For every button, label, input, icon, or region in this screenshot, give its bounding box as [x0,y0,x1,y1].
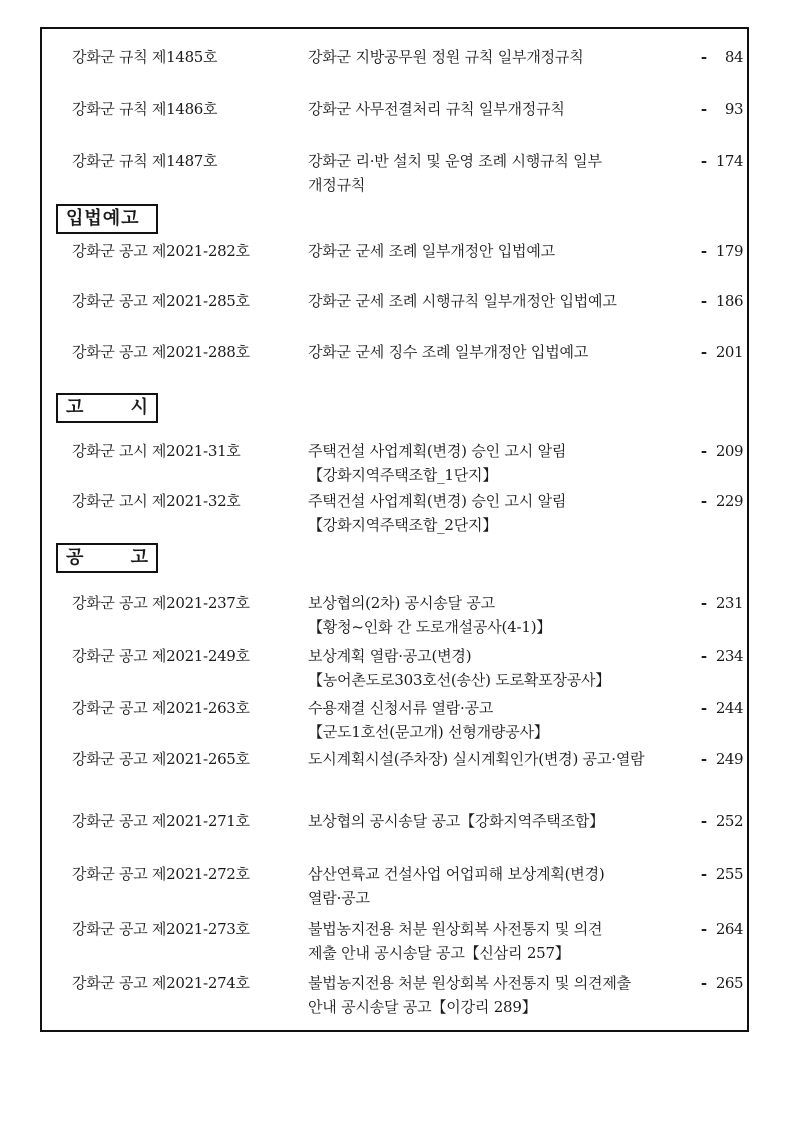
leader-dash: - [700,100,708,118]
page-number: 209 [715,442,743,460]
page-number: 255 [715,865,743,883]
entry-number: 강화군 공고 제2021-282호 [72,242,250,260]
section-header-legislative-notice: 입법예고 [56,204,158,234]
leader-dash: - [700,865,708,883]
page-number: 174 [715,152,743,170]
entry-title: 수용재결 신청서류 열람·공고 【군도1호선(문고개) 선형개량공사】 [308,699,549,741]
leader-dash: - [700,974,708,992]
table-of-contents-frame [40,27,749,1032]
entry-number: 강화군 공고 제2021-285호 [72,292,250,310]
entry-title: 불법농지전용 처분 원상회복 사전통지 및 의견제출 안내 공시송달 공고【이강리 289】 [308,974,631,1016]
section-header-notification: 고 시 [56,393,158,423]
entry-number: 강화군 공고 제2021-271호 [72,812,250,830]
entry-number: 강화군 공고 제2021-263호 [72,699,250,717]
leader-dash: - [700,343,708,361]
entry-title: 강화군 군세 조례 일부개정안 입법예고 [308,242,555,260]
entry-number: 강화군 고시 제2021-31호 [72,442,241,460]
page-number: 229 [715,492,743,510]
page-number: 231 [715,594,743,612]
page-number: 252 [715,812,743,830]
entry-number: 강화군 공고 제2021-272호 [72,865,250,883]
page-number: 201 [715,343,743,361]
leader-dash: - [700,920,708,938]
page-number: 264 [715,920,743,938]
page-number: 84 [724,48,743,66]
leader-dash: - [700,492,708,510]
entry-title: 주택건설 사업계획(변경) 승인 고시 알림 【강화지역주택조합_2단지】 [308,492,567,534]
entry-title: 삼산연륙교 건설사업 어업피해 보상계획(변경) 열람·공고 [308,865,605,907]
page-number: 179 [715,242,743,260]
page-number: 93 [724,100,743,118]
entry-number: 강화군 규칙 제1487호 [72,152,218,170]
entry-title: 강화군 지방공무원 정원 규칙 일부개정규칙 [308,48,584,66]
entry-number: 강화군 공고 제2021-274호 [72,974,250,992]
leader-dash: - [700,594,708,612]
section-header-announcement: 공 고 [56,543,158,573]
entry-number: 강화군 고시 제2021-32호 [72,492,241,510]
entry-number: 강화군 공고 제2021-237호 [72,594,250,612]
entry-number: 강화군 공고 제2021-249호 [72,647,250,665]
entry-title: 강화군 군세 징수 조례 일부개정안 입법예고 [308,343,589,361]
leader-dash: - [700,812,708,830]
entry-title: 보상협의(2차) 공시송달 공고 【황청~인화 간 도로개설공사(4-1)】 [308,594,552,636]
entry-title: 강화군 사무전결처리 규칙 일부개정규칙 [308,100,565,118]
entry-title: 주택건설 사업계획(변경) 승인 고시 알림 【강화지역주택조합_1단지】 [308,442,567,484]
entry-number: 강화군 규칙 제1486호 [72,100,218,118]
leader-dash: - [700,152,708,170]
entry-title: 보상계획 열람·공고(변경) 【농어촌도로303호선(송산) 도로확포장공사】 [308,647,611,689]
page-number: 265 [715,974,743,992]
leader-dash: - [700,292,708,310]
leader-dash: - [700,647,708,665]
page-number: 249 [715,750,743,768]
entry-title: 도시계획시설(주차장) 실시계획인가(변경) 공고·열람 [308,750,645,768]
leader-dash: - [700,699,708,717]
page-number: 186 [715,292,743,310]
entry-title: 강화군 군세 조례 시행규칙 일부개정안 입법예고 [308,292,617,310]
leader-dash: - [700,242,708,260]
entry-number: 강화군 공고 제2021-288호 [72,343,250,361]
page-number: 234 [715,647,743,665]
entry-number: 강화군 공고 제2021-265호 [72,750,250,768]
page-number: 244 [715,699,743,717]
entry-title: 강화군 리·반 설치 및 운영 조례 시행규칙 일부 개정규칙 [308,152,602,194]
entry-number: 강화군 공고 제2021-273호 [72,920,250,938]
entry-title: 보상협의 공시송달 공고【강화지역주택조합】 [308,812,604,830]
entry-number: 강화군 규칙 제1485호 [72,48,218,66]
leader-dash: - [700,48,708,66]
leader-dash: - [700,750,708,768]
leader-dash: - [700,442,708,460]
entry-title: 불법농지전용 처분 원상회복 사전통지 및 의견 제출 안내 공시송달 공고【신삼리 257】 [308,920,603,962]
